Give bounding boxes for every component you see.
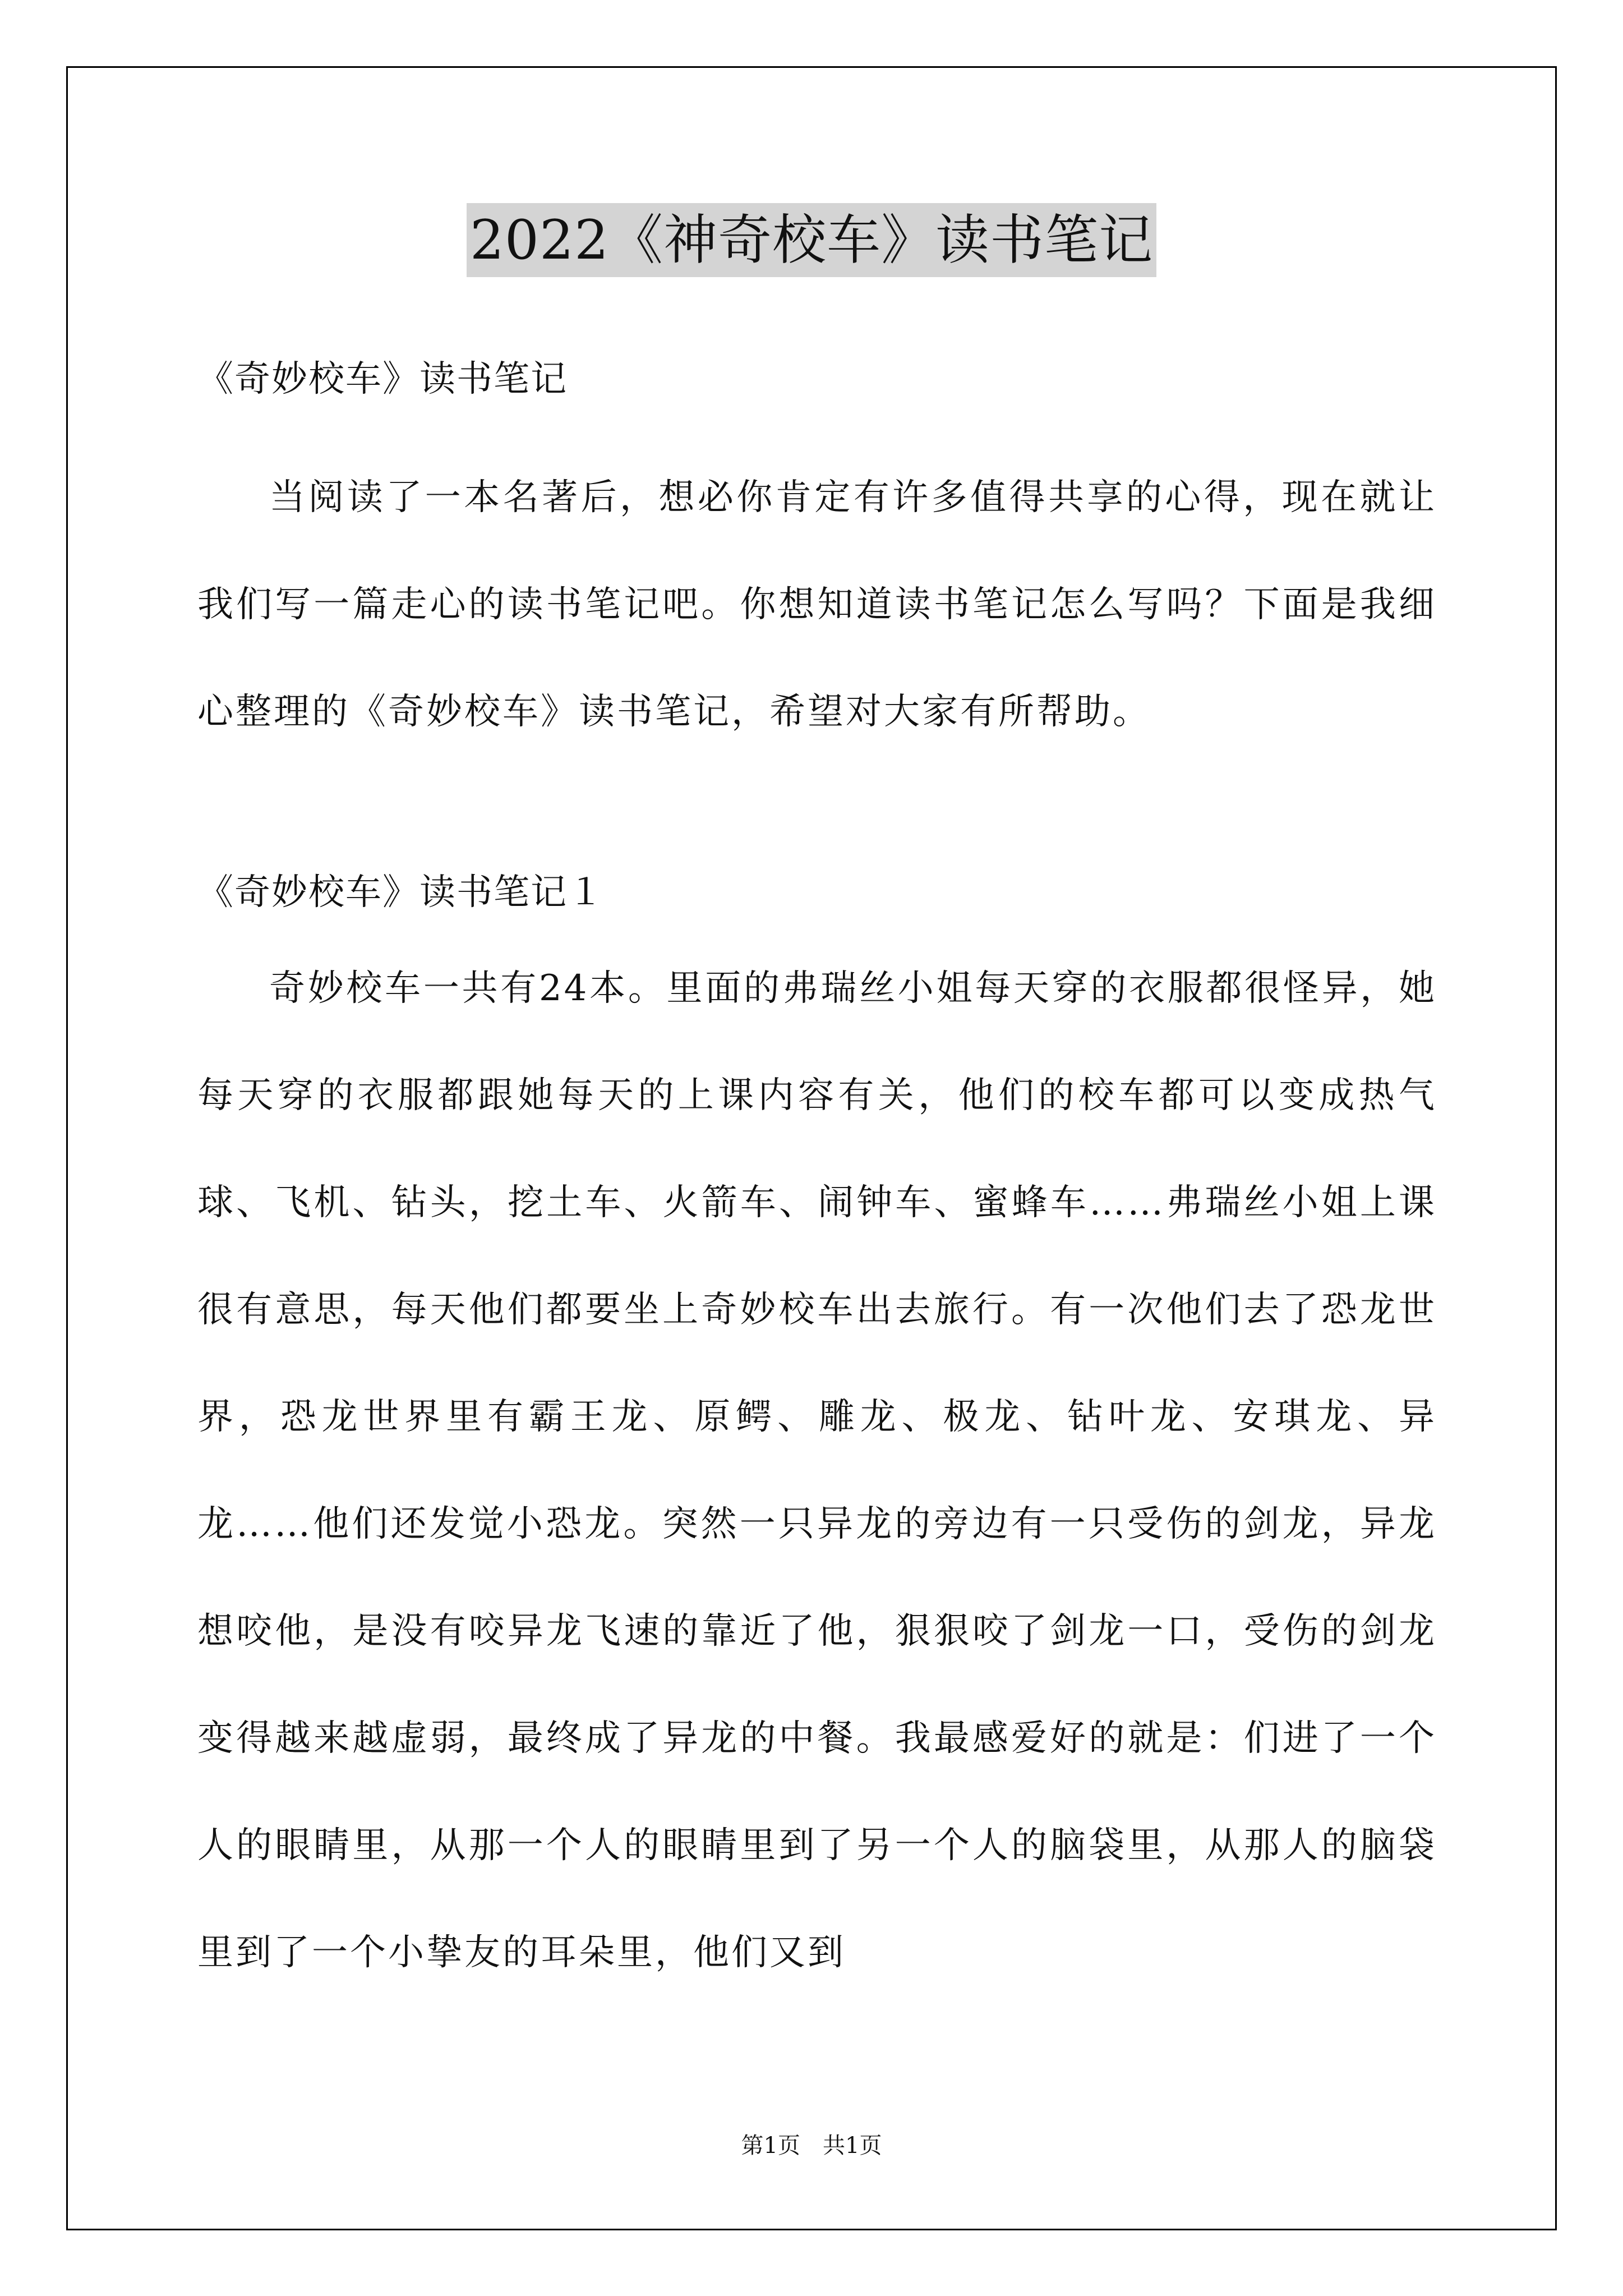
title-container (0, 203, 1623, 277)
page-footer: 第1页 共1页 (741, 2133, 882, 2159)
intro-paragraph: 当阅读了一本名著后，想必你肯定有许多值得共享的心得，现在就让我们写一篇走心的读书笔记吧。你想知道读书笔记怎么写吗？下面是我细心整理的《奇妙校车》读书笔记，希望对大家有所帮助。 (197, 477, 1437, 733)
document-body (197, 337, 1437, 2007)
document-title: 2022《神奇校车》读书笔记 (467, 203, 1156, 277)
section-heading: 《奇妙校车》读书笔记１ (197, 872, 605, 913)
document-subtitle: 《奇妙校车》读书笔记 (197, 358, 568, 400)
section-paragraph: 奇妙校车一共有24本。里面的弗瑞丝小姐每天穿的衣服都很怪异，她每天穿的衣服都跟她每天的上课内容有关，他们的校车都可以变成热气球、飞机、钻头，挖土车、火箭车、闹钟车、蜜蜂车……弗瑞丝小姐上课很有意思，每天他们都要坐上奇妙校车出去旅行。有一次他们去了恐龙世界，恐龙世界里有霸王龙、原鳄、雕龙、极龙、钻叶龙、安琪龙、异龙……他们还发觉小恐龙。突然一只异龙的旁边有一只受伤的剑龙，异龙想咬他，是没有咬异龙飞速的靠近了他，狠狠咬了剑龙一口，受伤的剑龙变得越来越虚弱，最终成了异龙的中餐。我最感爱好的就是：们进了一个人的眼睛里，从那一个人的眼睛里到了另一个人的脑袋里，从那人的脑袋里到了一个小挚友的耳朵里，他们又到 (197, 968, 1437, 1973)
